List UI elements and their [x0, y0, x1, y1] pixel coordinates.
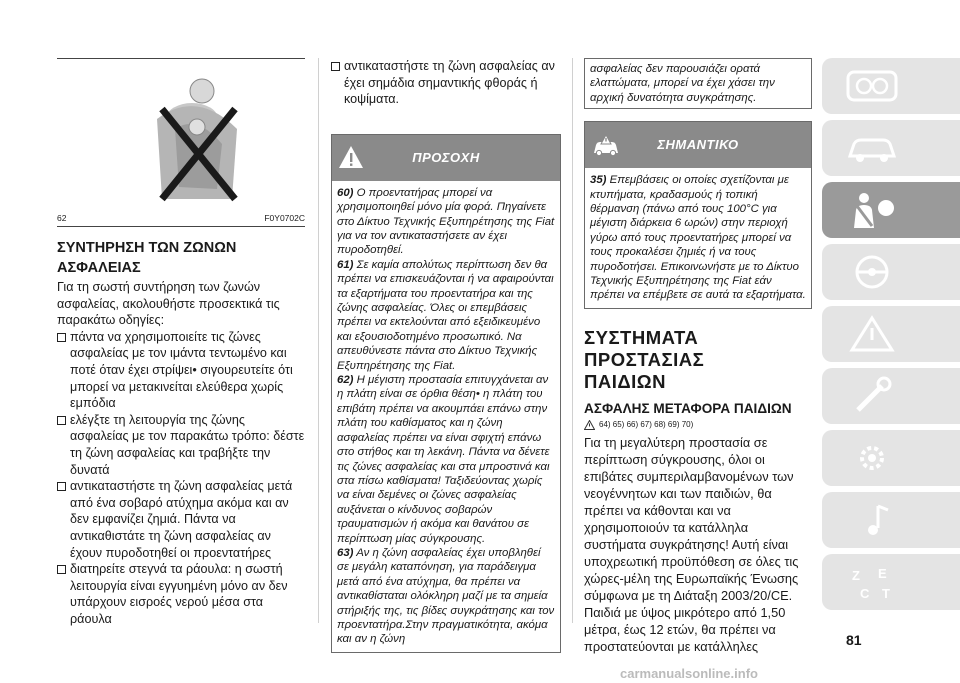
bullet-item: πάντα να χρησιμοποιείτε τις ζώνες ασφαλείας με τον ιμάντα τεντωμένο και ποτέ όταν έχει στρίψει• σιγουρευτείτε ότι μπορεί να μετακινείται ελεύθερα χωρίς εμπόδια — [57, 329, 305, 412]
tab-vehicle[interactable] — [822, 120, 960, 176]
steering-wheel-icon — [842, 250, 902, 294]
intro-text: Για τη σωστή συντήρηση των ζωνών ασφαλείας, ακολουθήστε προσεκτικά τις παρακάτω οδηγίες: — [57, 280, 280, 328]
column-3 — [584, 58, 812, 655]
bullet-item: ελέγξτε τη λειτουργία της ζώνης ασφαλείας με τον παρακάτω τρόπο: δέστε τη ζώνη ασφαλείας και τραβήξτε την δυνατά — [57, 412, 305, 478]
bullet-box-icon — [57, 416, 66, 425]
bullet-box-icon — [57, 482, 66, 491]
warning-title: ΠΡΟΣΟΧΗ — [412, 149, 480, 165]
tab-multimedia[interactable] — [822, 492, 960, 548]
warning-note: 63) Αν η ζώνη ασφαλείας έχει υποβληθεί σε μεγάλη καταπόνηση, για παράδειγμα μετά από ένα ατύχημα, θα πρέπει να αντικαθίσταται ολόκληρη μαζί με τα σημεία στήριξής της, τις βίδες συγκράτησης και τον προεντατήρα.Στην πραγματικότητα, ακόμα και αν η ζώνη — [337, 546, 555, 646]
tab-technical-data[interactable] — [822, 430, 960, 486]
warning-header — [332, 135, 560, 181]
car-icon — [842, 126, 902, 170]
tab-starting[interactable] — [822, 244, 960, 300]
bullet-box-icon — [57, 333, 66, 342]
warning-note: 61) Σε καμία απολύτως περίπτωση δεν θα πρέπει να επισκευάζονται ή να αφαιρούνται τα εξαρτήματα του προεντατήρα και της ζώνης ασφαλείας. Όλες οι επεμβάσεις πρέπει να εκτελούνται από εξειδικευμένο και εξουσιοδοτημένο προσωπικό. Να απευθύνεστε πάντα στο Δίκτυο Τεχνικής Εξυπηρέτησης της Fiat. — [337, 258, 554, 372]
column-divider — [318, 58, 319, 623]
svg-text:C: C — [860, 586, 870, 601]
warning-references: 64) 65) 66) 67) 68) 69) 70) — [584, 420, 812, 430]
warning-triangle-icon — [842, 312, 902, 356]
svg-text:T: T — [882, 586, 890, 601]
subsection-title: ΑΣΦΑΛΗΣ ΜΕΤΑΦΟΡΑ ΠΑΙΔΙΩΝ — [584, 400, 792, 416]
child-safety-text: Για τη μεγαλύτερη προστασία σε περίπτωση σύγκρουσης, όλοι οι επιβάτες συμπεριλαμβανομένων των νεογέννητων και των παιδιών, θα πρέπει να κάθονται και να χρησιμοποιούν τα κατάλληλα συστήματα συγκράτησης! Αυτή είναι υποχρεωτική προϋπόθεση σε όλες τις χώρες-μέλη της Ευρωπαϊκής Ένωσης σύμφωνα με τη Διάταξη 2003/20/CE. Παιδιά με ύψος μικρότερο από 1,50 μέτρα, έως 12 ετών, θα πρέπει να προστατεύονται με κατάλληλες — [584, 434, 799, 654]
seatbelt-airbag-icon — [842, 188, 902, 232]
important-title: ΣΗΜΑΝΤΙΚΟ — [657, 137, 739, 153]
svg-text:Z: Z — [852, 568, 860, 583]
child-seat-illustration — [57, 59, 305, 211]
important-header — [585, 122, 811, 168]
footer-watermark: carmanualsonline.info — [620, 666, 758, 681]
bullet-box-icon — [331, 62, 340, 71]
gear-icon — [842, 436, 902, 480]
music-note-icon — [842, 498, 902, 542]
warning-note: 60) Ο προεντατήρας μπορεί να χρησιμοποιηθεί μόνο μία φορά. Πηγαίνετε στο Δίκτυο Τεχνικής Εξυπηρέτησης της Fiat για να τον αντικαταστήσετε αν έχει πυροδοτηθεί. — [337, 186, 555, 257]
svg-text:E: E — [878, 566, 887, 581]
figure-code: F0Y0702C — [264, 213, 305, 223]
tab-maintenance[interactable] — [822, 368, 960, 424]
column-divider — [572, 58, 573, 623]
section-title-line2: ΑΣΦΑΛΕΙΑΣ — [57, 260, 141, 276]
figure-child-seat — [57, 58, 305, 211]
figure-caption — [57, 211, 305, 227]
tab-safety[interactable] — [822, 182, 960, 238]
section-title-line1: ΣΥΝΤΗΡΗΣΗ ΤΩΝ ΖΩΝΩΝ — [57, 240, 237, 256]
bullet-item: αντικαταστήστε τη ζώνη ασφαλείας μετά από ένα σοβαρό ατύχημα ακόμα και αν δεν εμφανίζει ζημιά. Πάντα να αντικαθιστάτε τη ζώνη ασφαλείας αν έχουν πυροδοτηθεί οι προεντατήρες — [57, 478, 305, 561]
bullet-item: αντικαταστήστε τη ζώνη ασφαλείας αν έχει σημάδια σημαντικής φθοράς ή κοψίματα. — [331, 58, 561, 108]
bullet-item: διατηρείτε στεγνά τα ράουλα: η σωστή λειτουργία είναι εγγυημένη μόνο αν δεν υπάρχουν εισροές νερού μέσα στα ράουλα — [57, 561, 305, 627]
alphabet-index-icon — [842, 560, 902, 604]
figure-number: 62 — [57, 213, 67, 223]
tab-emergency[interactable] — [822, 306, 960, 362]
wrench-icon — [842, 374, 902, 418]
section-title-child-restraints: ΣΥΣΤΗΜΑΤΑ ΠΡΟΣΤΑΣΙΑΣ ΠΑΙΔΙΩΝ — [584, 326, 705, 392]
warning-note: 62) Η μέγιστη προστασία επιτυγχάνεται αν η πλάτη είναι σε όρθια θέση• η πλάτη του επιβάτη πρέπει να ακουμπάει επάνω στην πλάτη του καθίσματος και η ζώνη ασφαλείας πρέπει να είναι σφιχτή επάνω στο στήθος και τη λεκάνη. Πάντα να δένετε τις ζώνες ασφαλείας και στα μπροστινά και στα πίσω καθίσματα! Ταξιδεύοντας χωρίς να είναι δεμένες οι ζώνες ασφαλείας αυξάνεται ο κίνδυνος σοβαρών τραυματισμών ή ακόμα και θανάτου σε περίπτωση μίας σύγκρουσης. — [337, 374, 550, 545]
warning-triangle-icon — [584, 420, 595, 430]
chapter-tabs — [822, 58, 960, 616]
bullet-box-icon — [57, 565, 66, 574]
dashboard-icon — [842, 64, 902, 108]
warning-continuation: ασφαλείας δεν παρουσιάζει ορατά ελαττώματα, μπορεί να έχει χάσει την αρχική δυνατότητα συγκράτησης. — [584, 58, 812, 109]
tab-index[interactable] — [822, 554, 960, 610]
page-number: 81 — [846, 632, 862, 648]
warning-box — [331, 134, 561, 653]
warning-body — [332, 181, 560, 652]
column-2 — [331, 58, 561, 653]
important-body: 35) Επεμβάσεις οι οποίες σχετίζονται με κτυπήματα, κραδασμούς ή τοπική θέρμανση (πάνω από τους 100°C για μέγιστη διάρκεια 6 ωρών) στην περιοχή γύρω από τους προεντατήρες μπορεί να τους προκαλέσει ζημιές ή να τους πυροδοτήσει. Επικοινωνήστε με το Δίκτυο Τεχνικής Εξυπηρέτησης της Fiat εάν πρέπει να επέμβετε σε αυτά τα εξαρτήματα. — [590, 174, 806, 302]
column-1 — [57, 58, 305, 627]
tab-dashboard[interactable] — [822, 58, 960, 114]
important-box — [584, 121, 812, 309]
